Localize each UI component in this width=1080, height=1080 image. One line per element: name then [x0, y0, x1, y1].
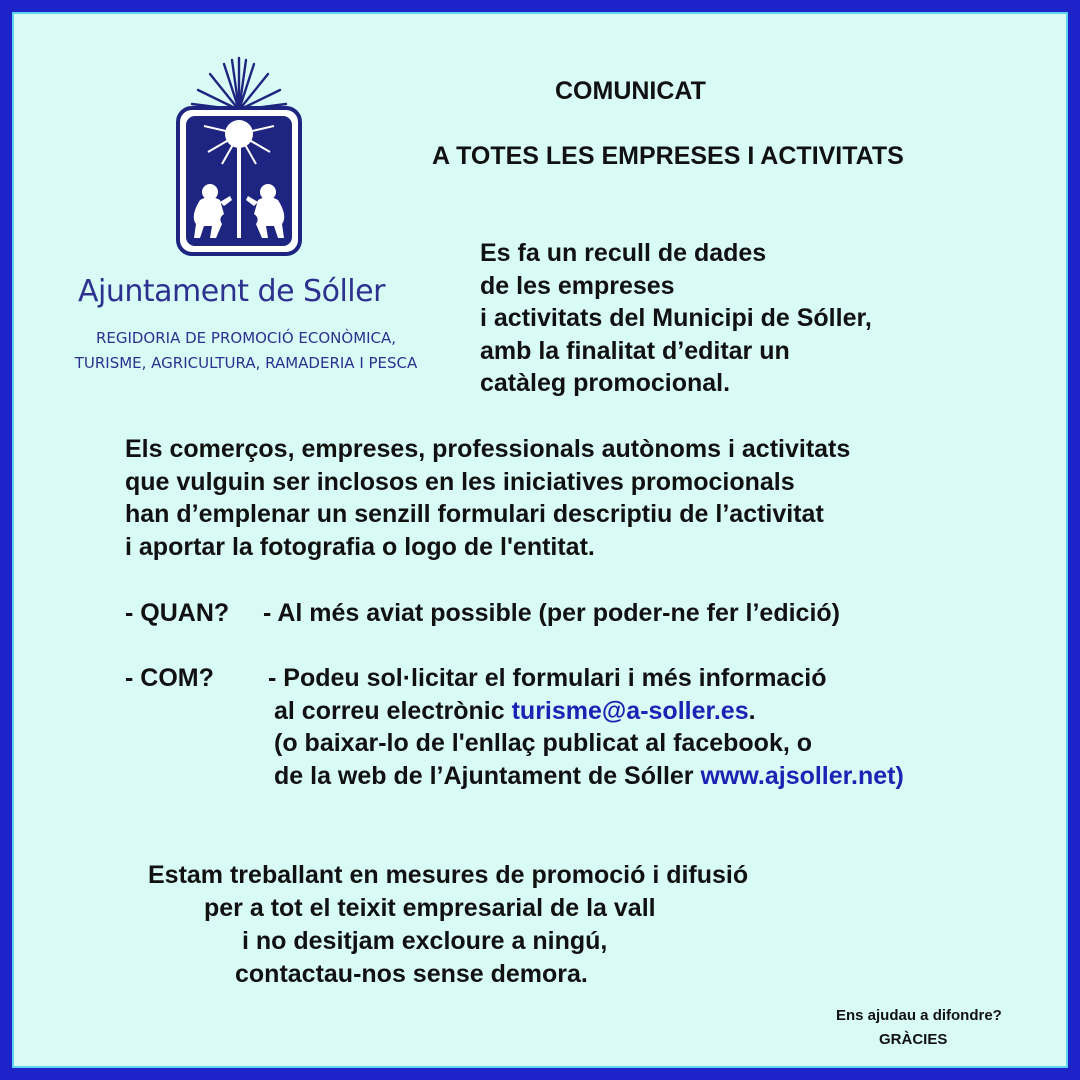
intro-line: Es fa un recull de dades [480, 239, 767, 267]
com-line [268, 695, 904, 728]
intro-line: i activitats del Municipi de Sóller, [480, 304, 872, 332]
soller-coat-of-arms-icon [164, 52, 314, 262]
intro-line: amb la finalitat d’editar un [480, 336, 790, 365]
com-label: - COM? [125, 664, 214, 692]
closing-line: contactau-nos sense demora. [235, 960, 588, 988]
body-line: que vulguin ser inclosos en les iniciatives promocionals [125, 467, 795, 496]
quan-label: - QUAN? [125, 599, 230, 627]
com-text [268, 662, 904, 792]
intro-line: catàleg promocional. [480, 369, 731, 397]
logo-name: Ajuntament de Sóller [78, 274, 385, 309]
intro-line: de les empreses [480, 271, 675, 300]
footer-thanks: GRÀCIES [879, 1031, 948, 1048]
closing-line: per a tot el teixit empresarial de la vall [204, 894, 656, 922]
website-link[interactable]: www.ajsoller.net) [700, 761, 904, 790]
com-email-prefix: al correu electrònic [274, 696, 512, 725]
body-paragraph [125, 433, 850, 563]
body-line: Els comerços, empreses, professionals autònoms i activitats [125, 435, 851, 463]
com-email-suffix: . [748, 696, 756, 725]
logo-subtitle-line: REGIDORIA DE PROMOCIÓ ECONÒMICA, [95, 329, 397, 347]
page-subtitle: A TOTES LES EMPRESES I ACTIVITATS [432, 142, 904, 170]
com-line: - Podeu sol·licitar el formulari i més informació [268, 664, 827, 692]
closing-line: Estam treballant en mesures de promoció i difusió [148, 861, 749, 889]
body-line: i aportar la fotografia o logo de l'entitat. [125, 532, 595, 561]
closing-line: i no desitjam excloure a ningú, [242, 927, 608, 955]
com-line [268, 760, 904, 793]
com-line: (o baixar-lo de l'enllaç publicat al facebook, o [274, 729, 813, 757]
body-line: han d’emplenar un senzill formulari descriptiu de l’activitat [125, 500, 824, 528]
email-link[interactable]: turisme@a-soller.es [511, 696, 749, 725]
logo-subtitle-line: TURISME, AGRICULTURA, RAMADERIA I PESCA [74, 354, 418, 372]
logo-subtitle [60, 326, 432, 376]
com-web-prefix: de la web de l’Ajuntament de Sóller [274, 761, 701, 790]
intro-paragraph [480, 237, 872, 400]
quan-text: - Al més aviat possible (per poder-ne fer l’edició) [263, 599, 840, 627]
footer-question: Ens ajudau a difondre? [836, 1007, 1002, 1024]
page-title: COMUNICAT [555, 77, 706, 105]
